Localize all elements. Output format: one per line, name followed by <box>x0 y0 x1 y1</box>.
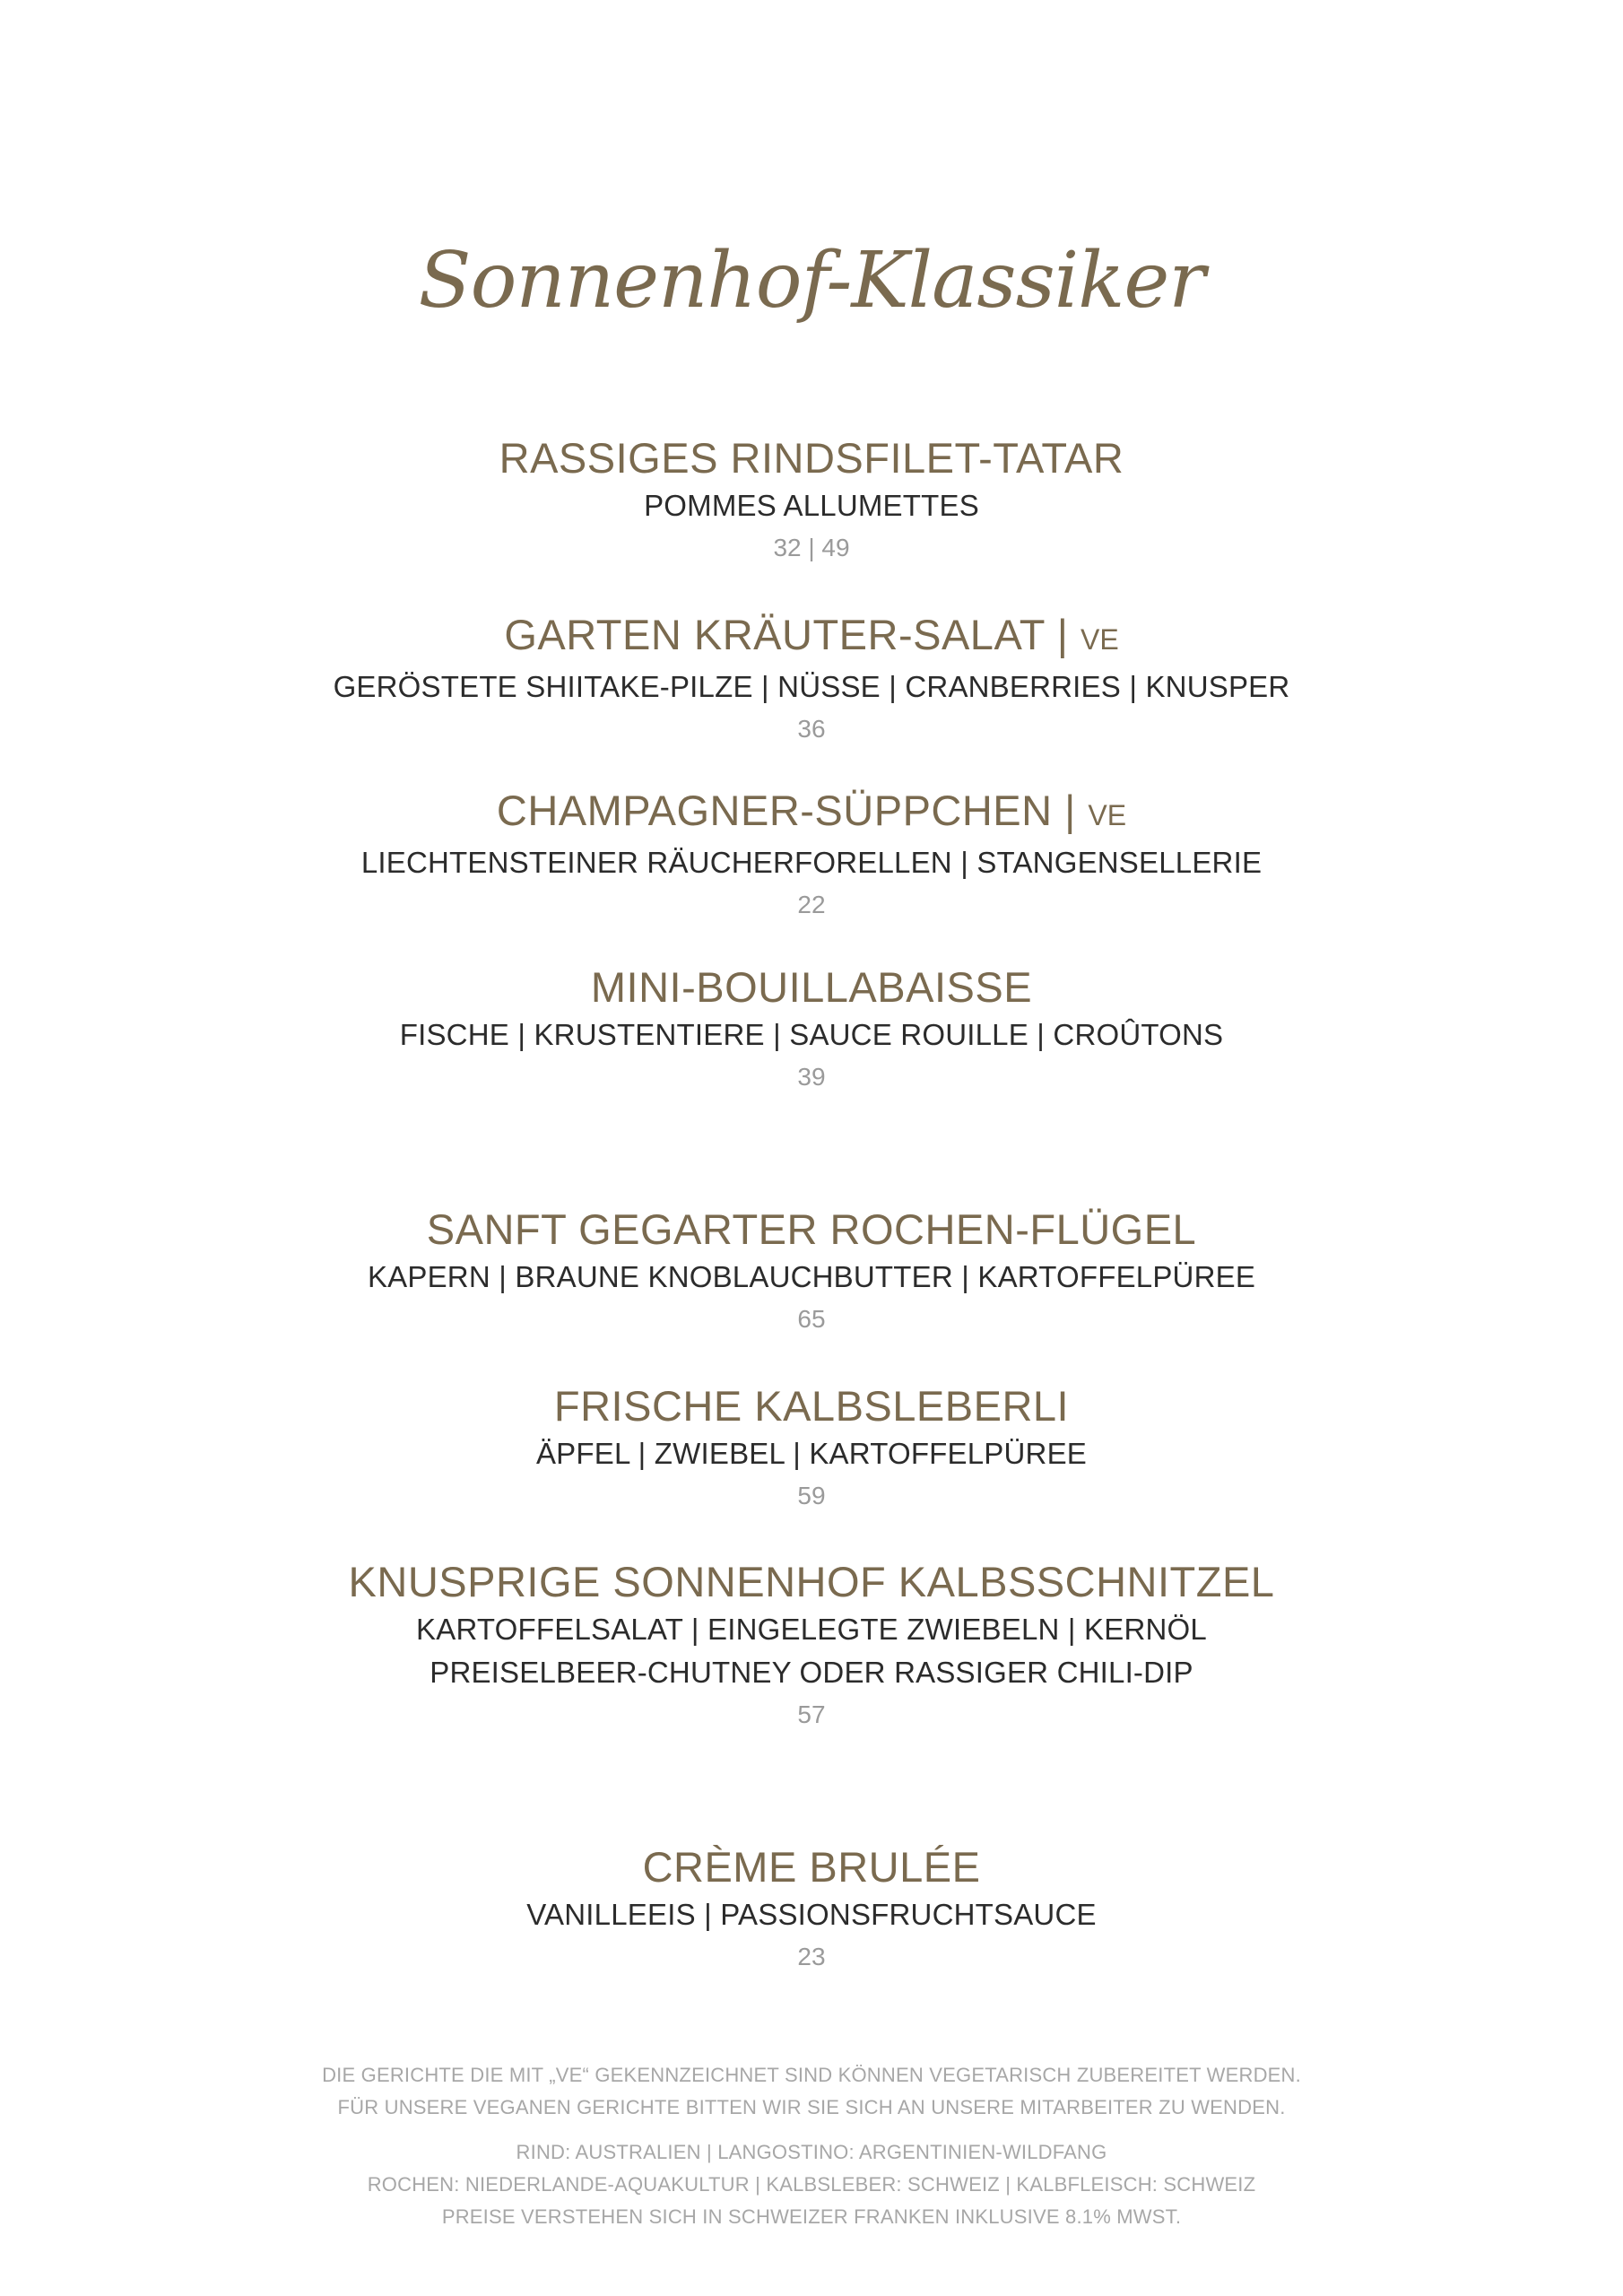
dish-description: FISCHE | KRUSTENTIERE | SAUCE ROUILLE | CROÛTONS <box>399 1018 1224 1051</box>
dish-description: KAPERN | BRAUNE KNOBLAUCHBUTTER | KARTOFFELPÜREE <box>367 1260 1256 1293</box>
dish-description: VANILLEEIS | PASSIONSFRUCHTSAUCE <box>526 1898 1097 1931</box>
menu-title: Sonnenhof-Klassiker <box>418 236 1205 326</box>
dish-price: 65 <box>797 1305 826 1333</box>
dish-item <box>0 785 1623 926</box>
dish-item <box>0 609 1623 750</box>
dish-name: CHAMPAGNER-SÜPPCHEN | VE <box>496 787 1127 834</box>
footer-note-line: DIE GERICHTE DIE MIT „VE“ GEKENNZEICHNET SIND KÖNNEN VEGETARISCH ZUBEREITET WERDEN. <box>322 2064 1301 2086</box>
dish-item <box>0 961 1623 1098</box>
vegetarian-tag: VE <box>1081 623 1119 656</box>
dish-name: RASSIGES RINDSFILET-TATAR <box>499 434 1124 482</box>
dish-price: 22 <box>797 891 826 918</box>
dish-name: FRISCHE KALBSLEBERLI <box>553 1382 1070 1430</box>
dish-item <box>0 1556 1623 1735</box>
dish-item <box>0 1380 1623 1517</box>
vegetarian-tag: VE <box>1088 799 1127 831</box>
dish-description: ÄPFEL | ZWIEBEL | KARTOFFELPÜREE <box>535 1437 1088 1470</box>
dish-price: 57 <box>797 1700 826 1728</box>
dish-description: PREISELBEER-CHUTNEY ODER RASSIGER CHILI-DIP <box>430 1656 1193 1689</box>
footer-note-line: FÜR UNSERE VEGANEN GERICHTE BITTEN WIR SIE SICH AN UNSERE MITARBEITER ZU WENDEN. <box>337 2096 1286 2118</box>
dish-description: POMMES ALLUMETTES <box>644 489 979 522</box>
footer-origin-line: RIND: AUSTRALIEN | LANGOSTINO: ARGENTINIEN-WILDFANG <box>516 2141 1107 2163</box>
footer-origin-line: ROCHEN: NIEDERLANDE-AQUAKULTUR | KALBSLEBER: SCHWEIZ | KALBFLEISCH: SCHWEIZ <box>367 2173 1256 2196</box>
dish-price: 32 | 49 <box>773 534 850 561</box>
dish-name: CRÈME BRULÉE <box>642 1843 981 1891</box>
dish-price: 23 <box>797 1943 826 1970</box>
dish-description: KARTOFFELSALAT | EINGELEGTE ZWIEBELN | KERNÖL <box>416 1613 1207 1646</box>
dish-price: 59 <box>797 1482 826 1509</box>
dish-description: GERÖSTETE SHIITAKE-PILZE | NÜSSE | CRANBERRIES | KNUSPER <box>333 670 1290 703</box>
dish-name: GARTEN KRÄUTER-SALAT | VE <box>504 611 1119 658</box>
dish-price: 36 <box>797 715 826 743</box>
dish-name: MINI-BOUILLABAISSE <box>590 963 1033 1011</box>
footer-dietary-notes <box>0 2059 1623 2124</box>
dish-item <box>0 432 1623 569</box>
dish-price: 39 <box>797 1063 826 1091</box>
dish-item <box>0 1204 1623 1340</box>
dish-description: LIECHTENSTEINER RÄUCHERFORELLEN | STANGENSELLERIE <box>360 846 1263 879</box>
dish-item <box>0 1841 1623 1978</box>
dish-name: KNUSPRIGE SONNENHOF KALBSSCHNITZEL <box>348 1558 1275 1605</box>
footer-origin-line: PREISE VERSTEHEN SICH IN SCHWEIZER FRANKEN INKLUSIVE 8.1% MWST. <box>441 2205 1182 2228</box>
dish-name: SANFT GEGARTER ROCHEN-FLÜGEL <box>426 1205 1197 1253</box>
footer-origin-notes <box>0 2136 1623 2233</box>
